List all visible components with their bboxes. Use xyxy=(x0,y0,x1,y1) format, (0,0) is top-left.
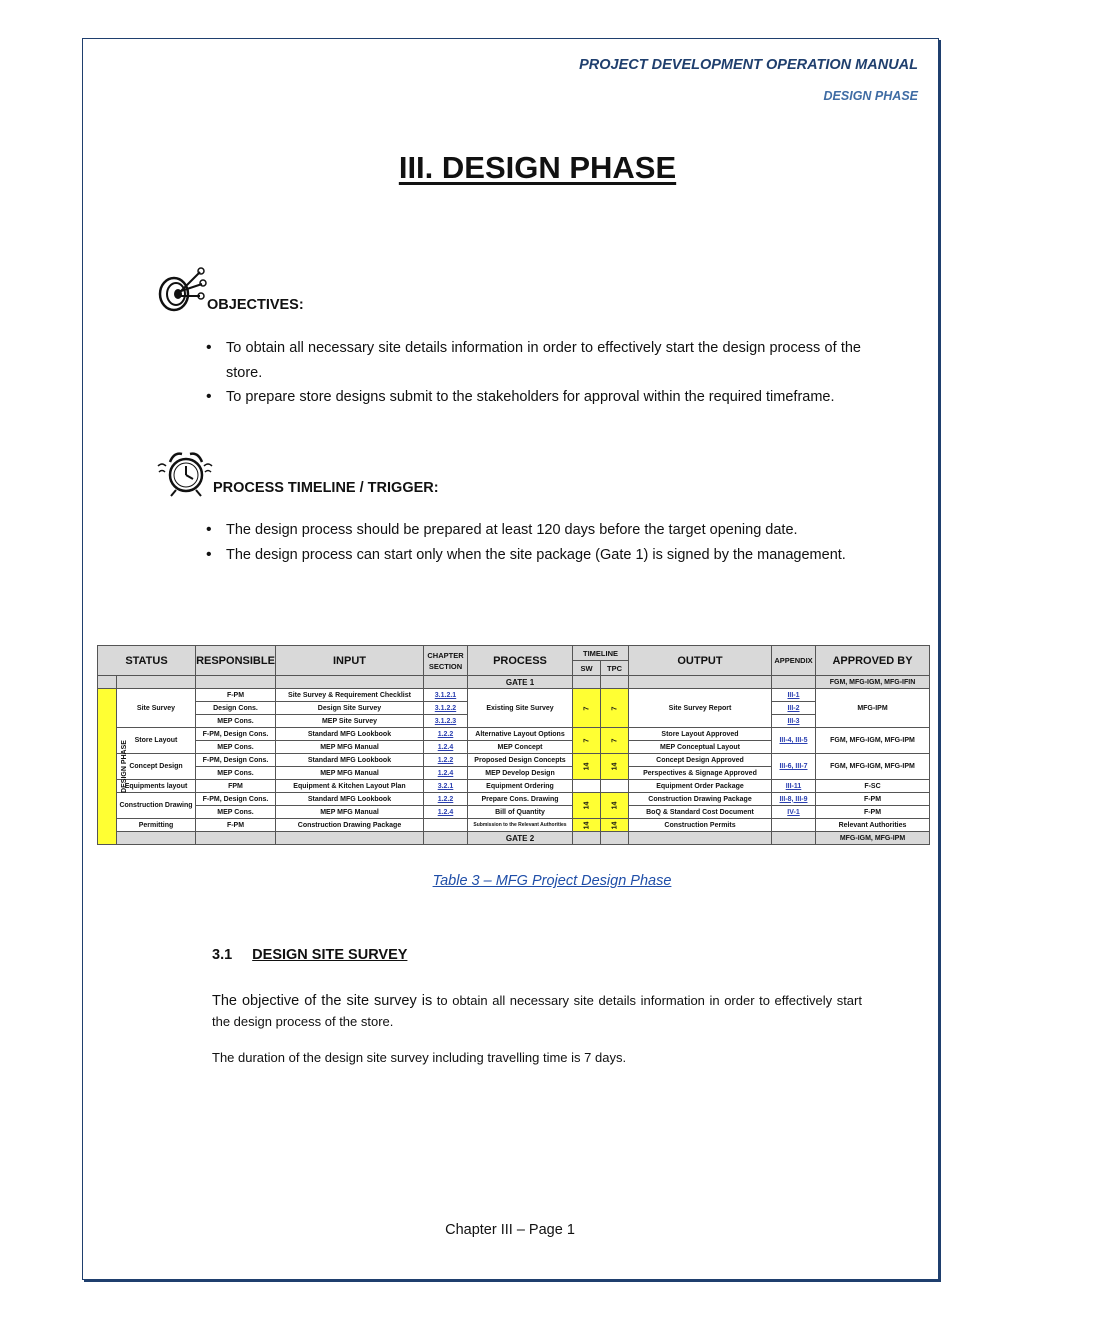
table-row: MEP Cons. MEP MFG Manual 1.2.4 Bill of Quantity BoQ & Standard Cost Document IV-1 F-PM xyxy=(98,806,930,819)
section-link[interactable]: 1.2.2 xyxy=(424,793,468,806)
appendix-link[interactable]: III-6, III-7 xyxy=(772,754,816,780)
table-row xyxy=(98,832,930,845)
objectives-list xyxy=(206,336,861,410)
page-title: III. DESIGN PHASE xyxy=(398,150,677,185)
table-row xyxy=(98,676,930,689)
section-link[interactable]: 1.2.4 xyxy=(424,767,468,780)
col-sw: SW xyxy=(573,661,601,676)
section-link[interactable]: 3.1.2.3 xyxy=(424,715,468,728)
appendix-link[interactable]: III-11 xyxy=(772,780,816,793)
table-row: MEP Cons. MEP MFG Manual 1.2.4 MEP Develop Design Perspectives & Signage Approved xyxy=(98,767,930,780)
table-caption[interactable]: Table 3 – MFG Project Design Phase xyxy=(432,873,672,889)
col-chapter-section: CHAPTER SECTION xyxy=(424,646,468,676)
phase-label-vertical: DESIGN PHASE xyxy=(98,689,117,845)
section-link[interactable]: 1.2.4 xyxy=(424,806,468,819)
table-row: MEP Cons. MEP MFG Manual 1.2.4 MEP Concept MEP Conceptual Layout xyxy=(98,741,930,754)
gate1-label: GATE 1 xyxy=(468,676,573,689)
design-phase-table xyxy=(97,645,930,845)
section-link[interactable]: 1.2.2 xyxy=(424,754,468,767)
gate2-approved: MFG-IGM, MFG-IPM xyxy=(816,832,930,845)
appendix-link[interactable]: III-1 xyxy=(772,689,816,702)
target-darts-icon xyxy=(156,266,208,314)
col-timeline: TIMELINE xyxy=(573,646,629,661)
section-paragraph: The objective of the site survey is to obtain all necessary site details information in order to effectively start the design process of the store. xyxy=(212,993,862,1029)
col-output: OUTPUT xyxy=(629,646,772,676)
page-footer: Chapter III – Page 1 xyxy=(445,1222,575,1238)
section-link[interactable]: 3.1.2.1 xyxy=(424,689,468,702)
section-link[interactable]: 1.2.2 xyxy=(424,728,468,741)
section-link[interactable]: 3.1.2.2 xyxy=(424,702,468,715)
appendix-link[interactable]: III-3 xyxy=(772,715,816,728)
section-paragraph: The duration of the design site survey including travelling time is 7 days. xyxy=(212,1050,627,1065)
table-row: Concept Design F-PM, Design Cons. Standard MFG Lookbook 1.2.2 Proposed Design Concepts 14 14 Concept Design Approved III-6, III-7 FGM, MFG-IGM, MFG-IPM xyxy=(98,754,930,767)
section-title: DESIGN SITE SURVEY xyxy=(252,947,408,963)
objectives-heading: OBJECTIVES: xyxy=(207,297,304,313)
timeline-heading: PROCESS TIMELINE / TRIGGER: xyxy=(213,480,439,496)
table-row: DESIGN PHASE Site Survey F-PM Site Survey & Requirement Checklist 3.1.2.1 Existing Site Survey 7 7 Site Survey Report III-1 MFG-IPM xyxy=(98,689,930,702)
table-row: Construction Drawing F-PM, Design Cons. Standard MFG Lookbook 1.2.2 Prepare Cons. Drawing 14 14 Construction Drawing Package III-8, III-9 F-PM xyxy=(98,793,930,806)
list-item: • The design process should be prepared at least 120 days before the target opening date. xyxy=(206,518,861,543)
alarm-clock-icon xyxy=(156,448,214,498)
section-link[interactable]: 3.2.1 xyxy=(424,780,468,793)
appendix-link[interactable]: III-4, III-5 xyxy=(772,728,816,754)
appendix-link[interactable]: III-2 xyxy=(772,702,816,715)
col-tpc: TPC xyxy=(601,661,629,676)
gate2-label: GATE 2 xyxy=(468,832,573,845)
appendix-link[interactable]: III-8, III-9 xyxy=(772,793,816,806)
list-item: • The design process can start only when the site package (Gate 1) is signed by the management. xyxy=(206,543,861,568)
timeline-list xyxy=(206,518,861,567)
col-status: STATUS xyxy=(98,646,196,676)
list-item: • To prepare store designs submit to the stakeholders for approval within the required timeframe. xyxy=(206,385,861,410)
section-heading xyxy=(212,947,407,963)
phase-label: DESIGN PHASE xyxy=(823,89,918,103)
manual-title: PROJECT DEVELOPMENT OPERATION MANUAL xyxy=(579,57,918,73)
gate1-approved: FGM, MFG-IGM, MFG-IFIN xyxy=(816,676,930,689)
col-appendix: APPENDIX xyxy=(772,646,816,676)
table-row: MEP Cons. MEP Site Survey 3.1.2.3 III-3 xyxy=(98,715,930,728)
table-row: Permitting F-PM Construction Drawing Package Submission to the Relevant Authorities 14 14 Construction Permits Relevant Authorities xyxy=(98,819,930,832)
table-row: Store Layout F-PM, Design Cons. Standard MFG Lookbook 1.2.2 Alternative Layout Options 7 7 Store Layout Approved III-4, III-5 FGM, MFG-IGM, MFG-IPM xyxy=(98,728,930,741)
table-row: Equipments layout FPM Equipment & Kitchen Layout Plan 3.2.1 Equipment Ordering Equipment Order Package III-11 F-SC xyxy=(98,780,930,793)
col-approved-by: APPROVED BY xyxy=(816,646,930,676)
col-responsible: RESPONSIBLE xyxy=(196,646,276,676)
section-link[interactable]: 1.2.4 xyxy=(424,741,468,754)
col-input: INPUT xyxy=(276,646,424,676)
appendix-link[interactable]: IV-1 xyxy=(772,806,816,819)
table-row: Design Cons. Design Site Survey 3.1.2.2 III-2 xyxy=(98,702,930,715)
col-process: PROCESS xyxy=(468,646,573,676)
list-item: • To obtain all necessary site details information in order to effectively start the design process of the store. xyxy=(206,336,861,385)
section-number: 3.1 xyxy=(212,947,233,963)
